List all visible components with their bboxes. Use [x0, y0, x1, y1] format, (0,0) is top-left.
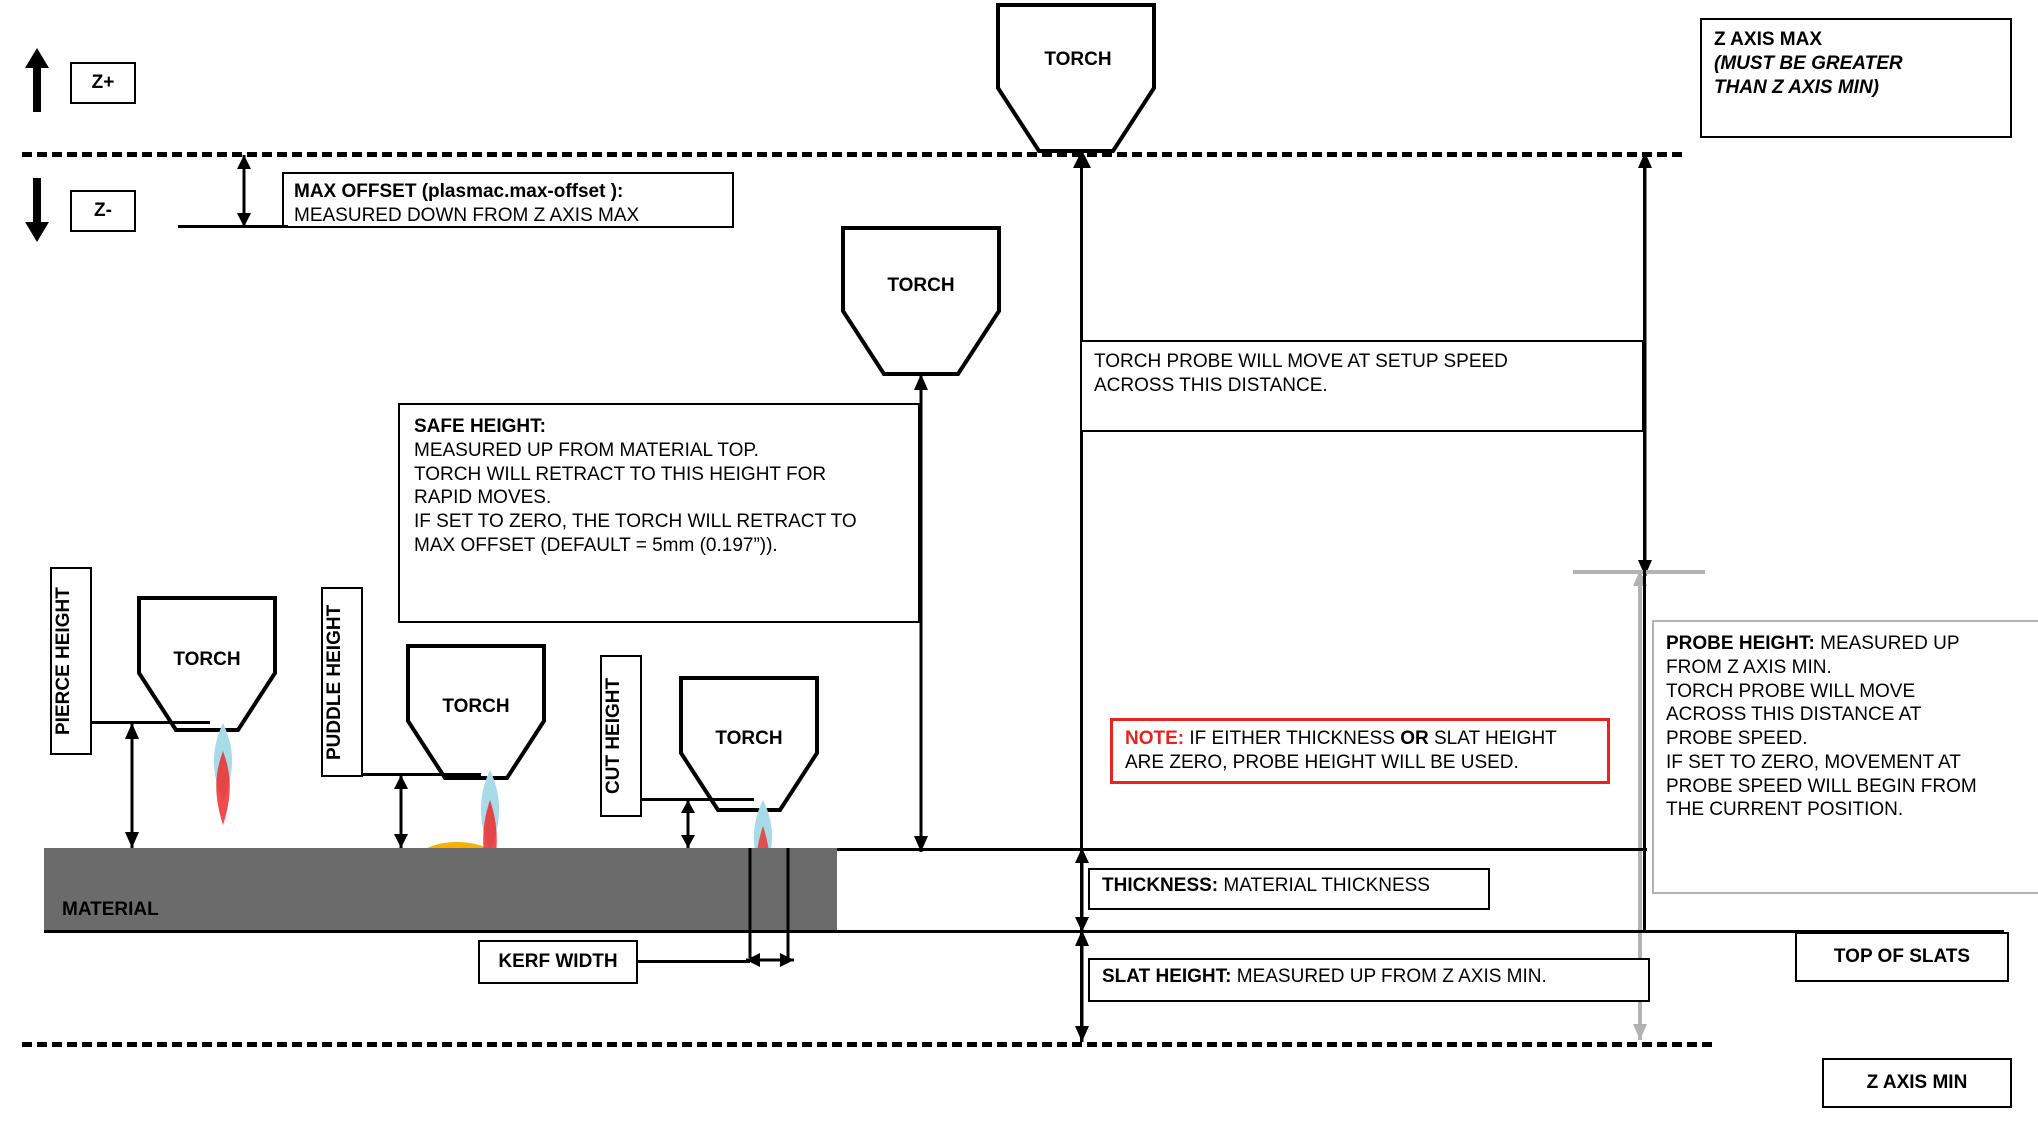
- center-line-top-arrowhead: [1070, 150, 1094, 170]
- kerf-width-dimension-arrow: [746, 950, 794, 970]
- probe-height-line-8: THE CURRENT POSITION.: [1666, 799, 1904, 821]
- kerf-lines: [748, 848, 790, 958]
- cut-height-dimension-arrow: [678, 800, 698, 848]
- safe-height-line-2: TORCH WILL RETRACT TO THIS HEIGHT FOR: [414, 463, 827, 485]
- top-of-slats-label: TOP OF SLATS: [1833, 946, 1971, 967]
- z-axis-max-note-line1: (MUST BE GREATER: [1714, 52, 1903, 74]
- probe-height-line-6: IF SET TO ZERO, MOVEMENT AT: [1666, 751, 1961, 773]
- z-axis-max-note-line2: THAN Z AXIS MIN): [1714, 76, 1880, 98]
- torch-top-shape: [995, 2, 1157, 154]
- puddle-height-label-box: [321, 587, 363, 777]
- cut-height-label-box: [600, 655, 642, 817]
- pierce-height-dimension-arrow: [122, 723, 142, 848]
- slat-height-dimension-arrow: [1072, 930, 1092, 1042]
- max-offset-body: MEASURED DOWN FROM Z AXIS MAX: [294, 204, 640, 226]
- safe-height-line-5: MAX OFFSET (DEFAULT = 5mm (0.197”)).: [414, 534, 778, 556]
- thickness-title: THICKNESS:: [1102, 875, 1219, 896]
- safe-height-callout: [398, 403, 920, 623]
- pierce-height-label-box: [50, 567, 92, 755]
- material-slab: [44, 848, 837, 932]
- torch-top-label: TORCH: [1044, 49, 1112, 70]
- z-axis-min-label: Z AXIS MIN: [1866, 1072, 1968, 1093]
- thickness-body: MATERIAL THICKNESS: [1218, 875, 1430, 896]
- safe-height-line-4: IF SET TO ZERO, THE TORCH WILL RETRACT TO: [414, 511, 857, 532]
- probe-height-callout: [1652, 620, 2038, 894]
- pierce-flame-icon: [205, 723, 241, 833]
- z-axis-max-box: [1700, 18, 2012, 138]
- z-minus-label: Z-: [94, 200, 112, 221]
- z-axis-max-title: Z AXIS MAX: [1714, 29, 1823, 50]
- setup-speed-line-1: TORCH PROBE WILL MOVE AT SETUP SPEED: [1094, 351, 1508, 372]
- note-line-1b: OR: [1400, 728, 1429, 749]
- probe-height-line-5: PROBE SPEED.: [1666, 728, 1808, 749]
- probe-height-line-4: ACROSS THIS DISTANCE AT: [1666, 704, 1922, 726]
- torch-safe-height-shape: [840, 225, 1002, 377]
- note-line-2: ARE ZERO, PROBE HEIGHT WILL BE USED.: [1125, 751, 1519, 773]
- material-label: MATERIAL: [62, 899, 159, 920]
- material-top-reference-line: [837, 848, 1647, 851]
- z-minus-arrow-icon: [25, 178, 49, 242]
- z-plus-label-box: [70, 62, 136, 104]
- cut-height-label: CUT HEIGHT: [603, 677, 624, 795]
- z-axis-min-box: [1822, 1058, 2012, 1108]
- torch-cut-label: TORCH: [715, 728, 783, 749]
- z-plus-arrow-icon: [25, 48, 49, 112]
- kerf-width-leader: [638, 960, 750, 963]
- right-reference-vertical-line: [1643, 152, 1646, 932]
- setup-speed-line-2: ACROSS THIS DISTANCE.: [1094, 374, 1328, 396]
- probe-height-title: PROBE HEIGHT:: [1666, 633, 1815, 654]
- pierce-height-leader: [92, 721, 210, 724]
- safe-height-dimension-arrow: [911, 374, 931, 852]
- probe-height-line-1: MEASURED UP: [1814, 633, 1960, 654]
- top-of-slats-box: [1795, 932, 2009, 982]
- cut-height-leader: [642, 798, 754, 801]
- torch-puddle-label: TORCH: [442, 696, 510, 717]
- note-line-1c: SLAT HEIGHT: [1428, 728, 1557, 749]
- torch-safe-height-label: TORCH: [887, 275, 955, 296]
- note-label: NOTE:: [1125, 728, 1185, 749]
- safe-height-line-3: RAPID MOVES.: [414, 487, 552, 509]
- thickness-dimension-arrow: [1072, 848, 1092, 932]
- slat-height-title: SLAT HEIGHT:: [1102, 966, 1232, 987]
- pierce-height-label: PIERCE HEIGHT: [53, 587, 74, 735]
- kerf-width-callout: [478, 940, 638, 984]
- slat-height-callout: [1088, 958, 1650, 1002]
- puddle-height-label: PUDDLE HEIGHT: [324, 604, 345, 760]
- probe-height-line-2: FROM Z AXIS MIN.: [1666, 656, 1832, 678]
- safe-height-title: SAFE HEIGHT:: [414, 416, 546, 437]
- top-of-slats-reference-line: [44, 930, 2004, 933]
- z-minus-label-box: [70, 190, 136, 232]
- z-plus-label: Z+: [91, 72, 115, 93]
- setup-speed-callout: [1080, 340, 1644, 432]
- probe-height-line-3: TORCH PROBE WILL MOVE: [1666, 680, 1916, 702]
- z-axis-min-dashed-line: [22, 1042, 1712, 1047]
- thickness-callout: [1088, 868, 1490, 910]
- max-offset-dimension-arrow: [234, 155, 254, 227]
- max-offset-callout: [282, 172, 734, 228]
- puddle-height-leader: [363, 773, 481, 776]
- note-line-1a: IF EITHER THICKNESS: [1184, 728, 1401, 749]
- note-callout: [1110, 718, 1610, 784]
- kerf-width-label: KERF WIDTH: [498, 951, 618, 972]
- z-axis-max-dashed-line: [22, 152, 1682, 157]
- safe-height-line-1: MEASURED UP FROM MATERIAL TOP.: [414, 439, 759, 461]
- probe-height-line-7: PROBE SPEED WILL BEGIN FROM: [1666, 775, 1977, 797]
- torch-pierce-label: TORCH: [173, 649, 241, 670]
- puddle-height-dimension-arrow: [391, 775, 411, 848]
- slat-height-body: MEASURED UP FROM Z AXIS MIN.: [1231, 966, 1547, 987]
- max-offset-title: MAX OFFSET (plasmac.max-offset ):: [294, 181, 624, 202]
- max-offset-leader-line: [178, 225, 288, 228]
